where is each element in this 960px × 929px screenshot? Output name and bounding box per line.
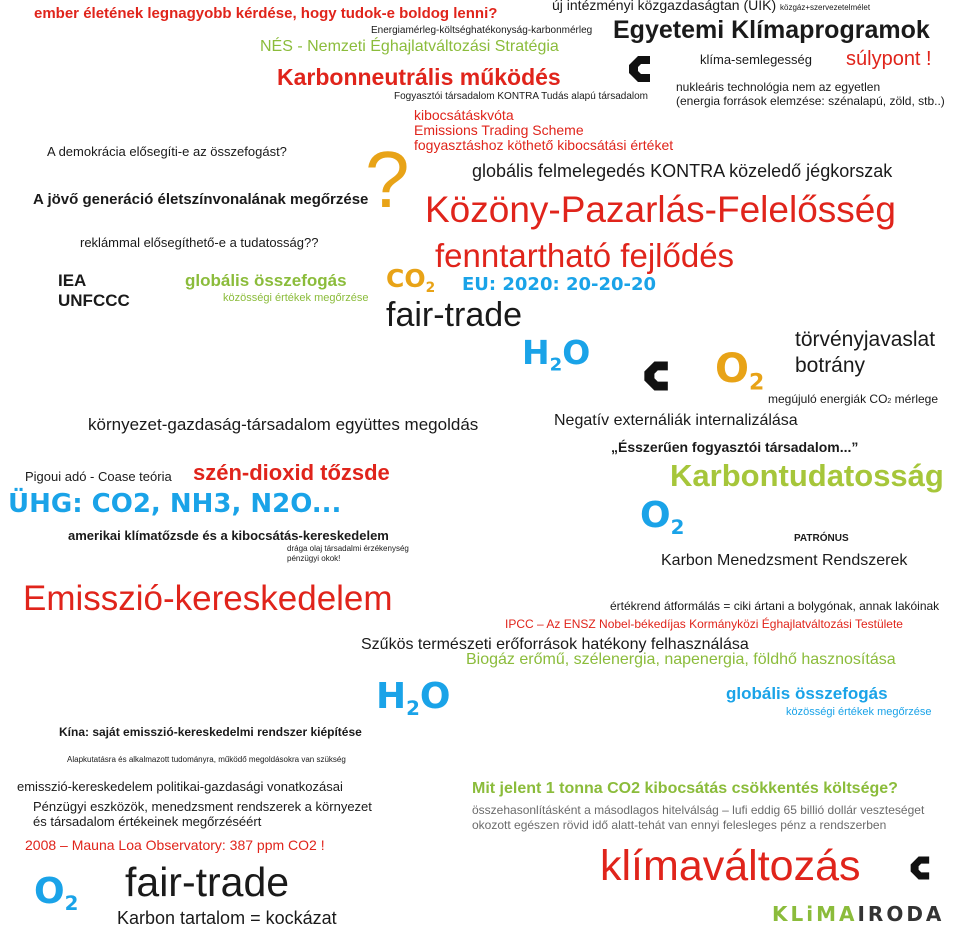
energy-balance-text: Energiamérleg-költséghatékonyság-karbonmérleg — [371, 25, 593, 36]
o2-o: O — [640, 495, 671, 536]
h2o-2: 2 — [549, 354, 563, 376]
global-cooperation: globális összefogás — [185, 271, 347, 290]
consumer-vs-knowledge: Fogyasztói társadalom KONTRA Tudás alapú társadalom — [394, 91, 649, 102]
h2o-2: 2 — [406, 696, 420, 720]
carbon-management-systems: Karbon Menedzsment Rendszerek — [661, 552, 908, 569]
energy-sources-text: (energia források elemzése: szénalapú, zöld, stb..) — [676, 94, 945, 108]
rational-consumer-society: „Ésszerűen fogyasztói társadalom...” — [611, 439, 859, 455]
carbon-neutral-operation: Karbonneutrális működés — [277, 64, 561, 90]
indifference-waste-responsibility: Közöny-Pazarlás-Felelősség — [425, 189, 896, 230]
nes-strategy: NÉS - Nemzeti Éghajlatváltozási Stratégia — [260, 38, 559, 55]
renewables-sub: 2 — [887, 398, 892, 405]
bill-proposal: törvényjavaslat — [795, 328, 936, 351]
credit-crisis-compare-1: összehasonlításként a másodlagos hitelválság – lufi eddig 65 billió dollár veszteséget — [472, 803, 925, 817]
expensive-oil: drága olaj társadalmi érzékenység — [287, 544, 409, 553]
negative-externalities: Negatív externáliák internalizálása — [554, 412, 798, 429]
climate-neutrality: klíma-semlegesség — [700, 52, 812, 67]
emission-trading-big: Emisszió-kereskedelem — [23, 579, 393, 618]
c-logo-icon — [641, 357, 679, 395]
h2o-h: H — [522, 333, 550, 372]
question-happiness: ember életének legnagyobb kérdése, hogy tudok-e boldog lenni? — [34, 5, 498, 22]
co2-symbol — [386, 265, 435, 296]
ghg-list: ÜHG: CO2, NH3, N2O... — [8, 489, 342, 519]
community-values: közösségi értékek megőrzése — [223, 292, 369, 304]
uik-label: új intézményi közgazdaságtan (UIK) — [552, 0, 777, 13]
logo-klima: KLiMA — [772, 902, 858, 926]
o2-2: 2 — [64, 891, 79, 915]
china-emission-system: Kína: saját emisszió-kereskedelmi rendszer kiépítése — [59, 725, 362, 739]
o2-2: 2 — [749, 370, 765, 396]
sustainable-development: fenntartható fejlődés — [435, 237, 735, 274]
renewables-tail: mérlege — [891, 392, 938, 406]
emissions-trading-scheme: Emissions Trading Scheme — [414, 122, 584, 138]
democracy-question: A demokrácia elősegíti-e az összefogást? — [47, 144, 287, 159]
scandal: botrány — [795, 354, 866, 377]
o2-2: 2 — [670, 515, 685, 539]
scarce-resources: Szűkös természeti erőforrások hatékony felhasználása — [361, 636, 749, 653]
credit-crisis-compare-2: okozott egészen rövid idő alatt-tehát van ennyi felesleges pénz a rendszerben — [472, 818, 887, 832]
o2-o: O — [34, 871, 65, 912]
consumption-emission: fogyasztáshoz köthető kibocsátási értéket — [414, 137, 674, 153]
renewables-label: megújuló energiák CO — [768, 392, 888, 406]
carbon-content-risk: Karbon tartalom = kockázat — [117, 908, 337, 928]
financial-reasons: pénzügyi okok! — [287, 554, 341, 563]
c-logo-icon — [908, 853, 938, 883]
c-logo-icon — [626, 52, 660, 86]
carbon-awareness: Karbontudatosság — [670, 458, 944, 493]
co2-main: CO — [386, 264, 426, 293]
h2o-o: O — [419, 676, 451, 717]
university-climate-programs: Egyetemi Klímaprogramok — [613, 16, 930, 44]
advertising-question: reklámmal elősegíthető-e a tudatosság?? — [80, 235, 319, 250]
trading-political-economic: emisszió-kereskedelem politikai-gazdasági vonatkozásai — [17, 779, 343, 794]
h2o-h: H — [376, 676, 407, 717]
h2o-symbol-2 — [376, 677, 451, 720]
patron-label: PATRÓNUS — [794, 533, 849, 544]
pigou-coase: Pigoui adó - Coase teória — [25, 469, 172, 484]
future-generation: A jövő generáció életszínvonalának megőrzése — [33, 191, 369, 208]
financial-tools-2: és társadalom értékeinek megőrzéséért — [33, 814, 262, 829]
american-climate-exchange: amerikai klímatőzsde és a kibocsátás-kereskedelem — [68, 528, 389, 543]
community-values-2: közösségi értékek megőrzése — [786, 706, 932, 718]
env-econ-society: környezet-gazdaság-társadalom együttes megoldás — [88, 415, 479, 434]
renewables-co2-balance — [768, 393, 938, 406]
uik-sub: közgáz+szervezetelmélet — [780, 3, 871, 12]
logo-iroda: IRODA — [857, 902, 945, 926]
h2o-o: O — [562, 333, 591, 372]
eu-2020: EU: 2020: 20-20-20 — [462, 274, 657, 295]
global-cooperation-2: globális összefogás — [726, 684, 888, 703]
warming-vs-iceage: globális felmelegedés KONTRA közeledő jégkorszak — [472, 161, 893, 181]
o2-symbol-2 — [640, 496, 684, 539]
climate-change: klímaváltozás — [600, 842, 861, 890]
fair-trade-main: fair-trade — [386, 296, 523, 334]
emission-quota: kibocsátáskvóta — [414, 107, 514, 123]
financial-tools-1: Pénzügyi eszközök, menedzsment rendszerek a környezet — [33, 799, 372, 814]
o2-o: O — [715, 346, 750, 392]
value-transformation: értékrend átformálás = ciki ártani a bolygónak, annak lakóinak — [610, 599, 940, 613]
klimairoda-logo — [772, 903, 944, 925]
mauna-loa: 2008 – Mauna Loa Observatory: 387 ppm CO2 ! — [25, 837, 325, 853]
ipcc-text: IPCC – Az ENSZ Nobel-békedíjas Kormányközi Éghajlatváltozási Testülete — [505, 617, 903, 631]
co2-subscript: 2 — [425, 279, 436, 296]
focus-point: súlypont ! — [846, 48, 932, 70]
renewable-energy-uses: Biogáz erőmű, szélenergia, napenergia, földhő hasznosítása — [466, 651, 896, 668]
h2o-symbol-1 — [522, 335, 590, 375]
iea-label: IEA — [58, 271, 87, 290]
unfccc-label: UNFCCC — [58, 291, 130, 310]
o2-symbol-1 — [715, 347, 764, 396]
co2-cost-question: Mit jelent 1 tonna CO2 kibocsátás csökkentés költsége? — [472, 780, 898, 797]
question-mark: ? — [365, 135, 410, 224]
o2-symbol-3 — [34, 872, 78, 915]
fair-trade-bottom: fair-trade — [125, 859, 290, 905]
nuclear-text: nukleáris technológia nem az egyetlen — [676, 80, 881, 94]
co2-exchange: szén-dioxid tőzsde — [193, 460, 390, 485]
uik-text — [552, 0, 870, 13]
research-need: Alapkutatásra és alkalmazott tudományra, működő megoldásokra van szükség — [67, 755, 346, 764]
